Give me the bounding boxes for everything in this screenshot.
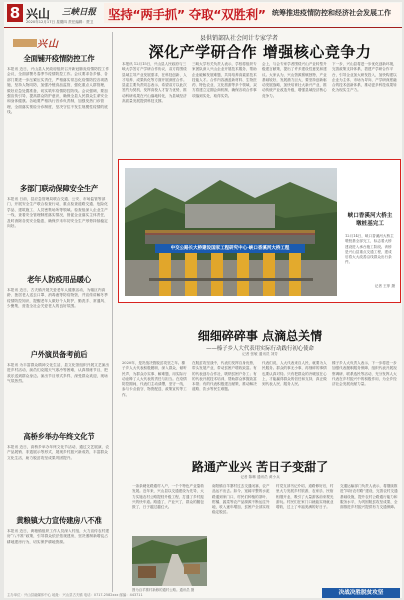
photo-caption-text: 12月14日，峡口香溪河大桥主墩桩基全部完工，标志着大桥建设进入承台施工阶段。该桥是兴山县重点交通工程，建成后将大大改善沿线群众出行条件。 [345,234,394,265]
article-text: 本报讯 近日，黄粮镇组织工作人员深入村组，大力宣传农村建房“八不准”政策，引导群众依法依规建房，坚决遏制新增乱占耕地建房行为，切实保护耕地资源。 [7,529,110,544]
column-header-bar [13,39,37,47]
section3-text-col-4: 交通运输部门负责人表示，将继续推进“四好农村路”建设，完善农村交通基础设施，提升农村公路通行能力和服务水平，为巩固脱贫攻坚成果、全面推进乡村振兴提供有力交通保障。 [340,484,398,510]
date-line: 2020年12月17日 星期四 责任编辑：贾卫 [26,20,94,24]
newspaper-page [4,2,402,598]
slogan-sub: 统筹推进疫情防控和经济社会发展工作 [272,9,391,17]
section2-subtitle: ——榛子乡人大代表用实际行动践行初心使命 [206,346,314,352]
left-article-2 [7,184,111,273]
article-title: 多部门联动保障安全生产 [19,184,99,193]
page-number: 8 [7,4,23,22]
section2-credit: 记者 张敏 通讯员 刘芳 [242,352,278,356]
bridge-photo [125,168,337,296]
left-article-4 [7,350,111,431]
section3-text-col-3: 村党支部书记介绍，道路修好后，村里大力发展乡村旅游，农家乐、民宿相继开业，吸引了大量游客前来观光游玩。村民们在家门口就能实现就业增收，过上了幸福美满的好日子。 [276,484,334,510]
header-slogan [104,3,400,23]
section-title: 兴山 [26,7,51,21]
left-article-6 [7,516,111,589]
photo-credit: 记者 王菲 摄 [374,284,395,288]
article-title: 户外演员备考前后 [30,350,88,359]
section2-text-col-1: 2020年，是决战决胜脱贫攻坚之年。榛子乡人大代表积极履职，深入群众，倾听民声，为群众办实事、解难题，用实际行动诠释了人大代表的责任与担当。在疫情防控期间，代表们主动请缨，坚守一线，参与卡点值守、物资配送、政策宣传等工作。 [122,361,187,397]
highlighted-photo-box [118,159,401,303]
article-text: 本报讯 近日，兴山县人民政府组织召开新冠肺炎疫情防控工作会议，全面部署冬春季节疫情防控工作。会议要求各乡镇、各部门要进一步压紧压实责任，严格落实常态化疫情防控各项措施，坚持人物同防，加强冷链食品监管，强化重点人群管理，做好应急处置准备，切实筑牢疫情防控防线。会议强调，要加强宣传引导，提高群众防护意识，确保全县人民群众生命安全和身体健康。各地要严格执行首诊负责制，加强发热门诊管理，全面落实预检分诊制度，坚决守住不发生规模性疫情的底线。 [7,67,110,115]
section2-text-col-2: 在脱贫攻坚战中，代表们发挥自身优势，带头发展产业，带动贫困户增收致富。有的代表创办合作社，吸纳贫困户务工；有的代表开展技术培训，帮助群众掌握致富本领；有的代表积极建言献策，推动解决道路、饮水等民生难题。 [192,361,257,392]
lead-text-col-4: 下一步，兴山县将进一步优化创新环境，完善政策支持体系，搭建产学研合作平台，引导企业加大研发投入，加快构建以企业为主体、市场为导向、产学研深度融合的技术创新体系，推动更多科技成果转化为现实生产力。 [332,62,397,93]
left-article-1 [7,54,111,182]
article-title: 全面铺开疫情防控工作 [23,54,95,63]
photo-caption-title: 峡口香溪河大桥主墩桩基完工 [347,213,393,227]
lead-text-col-3: 会上，与会专家学者围绕兴山产业转型升级建言献策，提出了许多建设性意见和建议。大家认为，兴山资源禀赋独特，产业基础较好，发展潜力巨大，要坚持创新驱动发展战略，加快培育壮大新兴产业，推动传统产业改造升级，增强县域经济核心竞争力。 [262,62,327,98]
left-article-5 [7,432,111,515]
section2-text-col-3: 代表们说，人大代表来自人民，就要为人民服务。群众的事无小事，再细碎的事情也要认真对待。只有把群众的冷暖放在心上，才能赢得群众的信任和支持，真正做到代表人民、服务人民。 [262,361,327,387]
svg-text:三峡日报: 三峡日报 [62,7,97,16]
article-title: 老年人防疫用品暖心 [27,275,91,284]
left-article-3 [7,275,111,348]
bridge-construction-image [125,168,337,296]
photo-banner: 中交公路长大桥建设国家工程研究中心·峡口香溪河大桥工程 [155,244,305,253]
lead-text-col-1: 本报讯 12月15日，兴山县人民政府与三峡大学签订产学研合作协议，双方将围绕县域主导产业发展需求，在科技创新、人才培养、成果转化等方面开展深度合作。县委主要负责同志表示，希望双方以此次签约为契机，发挥高校人才智力优势，推动科研成果在兴山落地转化，为县域经济高质量发展提供科技支撑。 [122,62,187,104]
article-text: 本报讯 日前，县应急管理局联合交通、公安、市场监管等部门，开展安全生产联合检查行动，重点检查道路交通、危险化学品、建筑施工、人员密集场所等领域。检查组深入企业生产一线，查看安全管理制度落实情况，督促企业落实主体责任，及时消除各类安全隐患，确保岁末年初安全生产形势持续稳定向好。 [7,197,108,229]
column-header [7,32,111,52]
lead-headline: 深化产学研合作 增强核心竞争力 [148,43,372,61]
road-image [132,536,207,586]
lead-text-col-2: 三峡大学有关负责人表示，学校将组织专家团队深入兴山企业开展技术服务，帮助企业破解发展难题，共同培养高素质技术技能人才。合作内容涵盖新材料、生物医药、特色农业、文化旅游等多个领域，双方将建立定期会商机制，确保各项合作事项落到实处，取得实效。 [192,62,257,98]
page-footer: 主办单位：兴山县融媒体中心 地址：兴山县古夫镇 电话：0717-2582xxx 邮编：443711 [7,593,143,597]
slogan-main: 坚持“两手抓” 夺取“双胜利” [108,7,266,22]
road-photo-caption: 图为百羊寨村新修的通村公路。通讯员 摄 [132,588,195,592]
section3-text-col-1: 一条条硬化路通村入户，一个个特色产业蓬勃发展。近年来，兴山县以交通建设为先导，大力实施农村公路提档升级工程，打通了乡村振兴的快车道。路通了，产业兴了，群众的腰包鼓了，日子越过越红火。 [132,484,204,510]
article-text: 本报讯 为丰富群众精神文化生活，县文化馆组织开展文艺演出进乡村活动，演员们克服天气寒冷等困难，认真排练节目，把欢乐送到群众身边。演出节目形式多样，深受群众欢迎，现场气氛热烈。 [7,363,110,384]
section2-text-col-4: 榛子乡人大负责人表示，下一步将进一步加强代表履职服务保障，组织代表开展视察调研、联系选民等活动，充分发挥人大代表在乡村振兴中的积极作用，为全乡经济社会发展贡献力量。 [332,361,397,387]
footer-tag: 决战决胜脱贫攻坚 [322,588,400,598]
column-name: 兴山 [37,39,59,50]
page-header [4,2,402,28]
article-title: 高桥乡举办年终文化节 [23,432,95,441]
section3-text-col-2: 南阳镇百羊寨村过去交通闭塞，农产品运不出去。如今，宽阔平整的水泥路通到家门口，村民们种植的茶叶、柑橘、蔬菜等农产品源源不断运往外地，收入逐年增加，贫困户全部实现稳定脱贫。 [212,484,270,515]
article-title: 黄粮镇大力宣传建房八不准 [16,516,102,525]
left-news-column [7,32,113,592]
section3-headline: 路通产业兴 苦日子变甜了 [191,460,329,474]
article-text: 本报讯 近日，高桥乡举办年终文化节活动，通过文艺展演、农产品展销、非遗展示等形式，展现乡村振兴新成效，丰富群众文化生活，助力脱贫攻坚成果巩固提升。 [7,445,110,460]
road-photo [132,536,207,586]
section2-headline: 细细碎碎事 点滴总关情 [197,329,323,343]
lead-kicker: 县供销部队社会问计专家学者 [200,35,279,42]
section3-credit: 记者 陈琳 通讯员 黄小兵 [240,475,280,479]
article-text: 本报讯 近日，古夫镇开展关爱老年人健康活动，为辖区内高龄、独居老人送去口罩、消毒液等防疫物资，并宣传讲解冬季疫情防控知识，提醒老年人做好个人防护，勤洗手、常通风、少聚集，营造全社会关爱老人的良好氛围。 [7,288,108,309]
brand-logo [62,6,98,16]
